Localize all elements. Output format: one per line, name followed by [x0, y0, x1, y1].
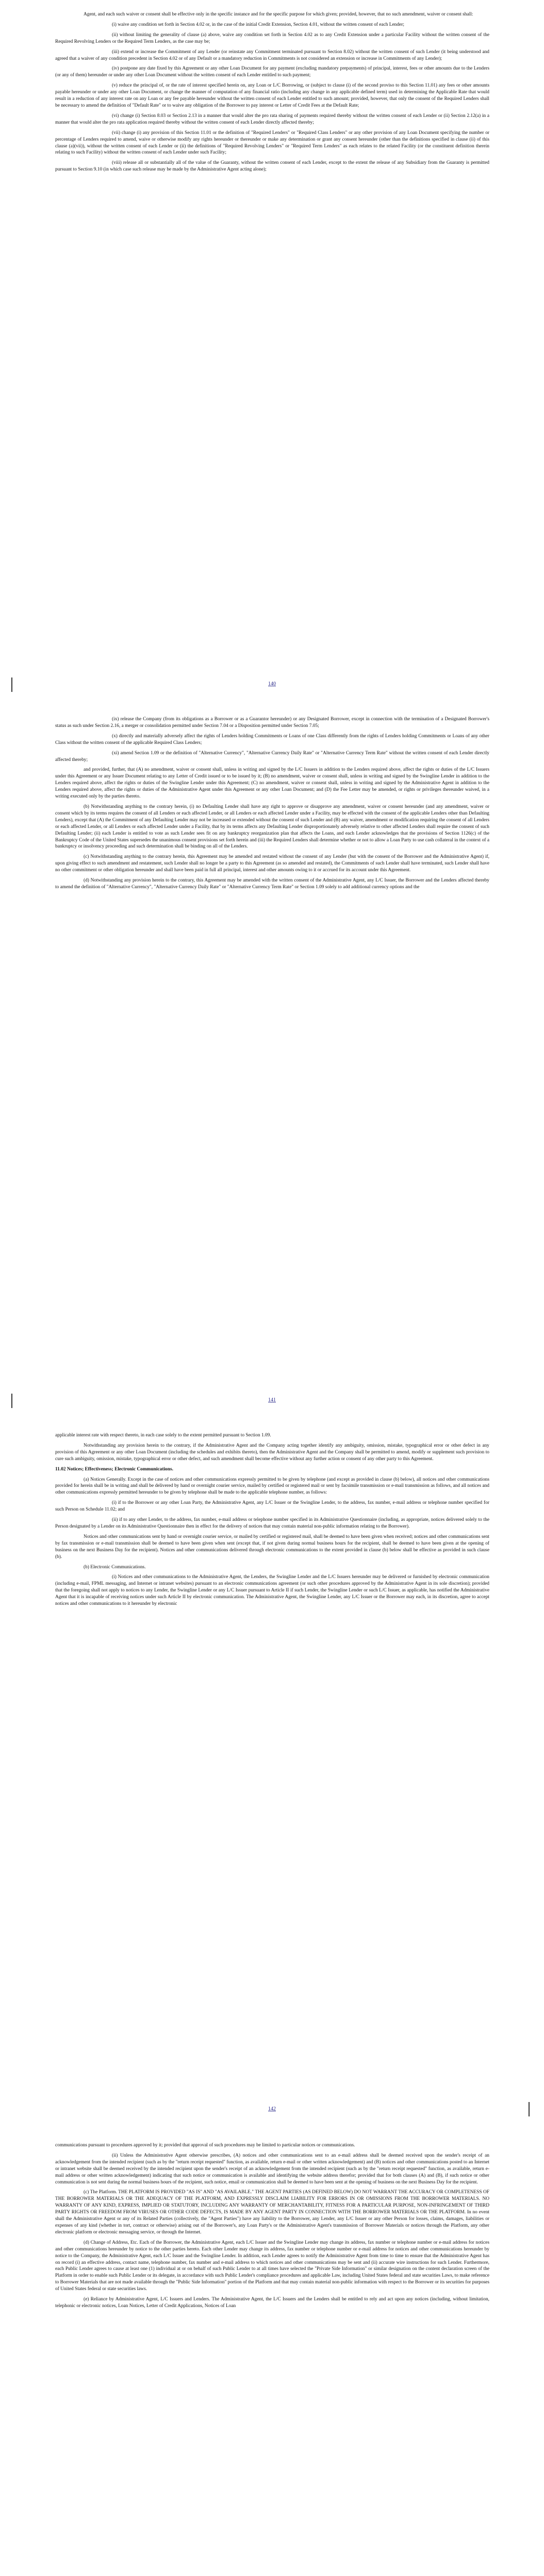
- paragraph: (d) Change of Address, Etc. Each of the Borrower, the Administrative Agent, each L/C Issuer and the Swingline Lender may change its address, fax number or telephone number or e-mail address for notices and other communications hereunder by notice to the other parties hereto. Each other Lender may change its address, fax number or telephone number or e-mail address for notices and other communications hereunder by notice to the Company, the Administrative Agent, each L/C Issuer and the Swingline Lender. In addition, each Lender agrees to notify the Administrative Agent from time to time to ensure that the Administrative Agent has on record (i) an effective address, contact name, telephone number, fax number and e-mail address to which notices and other communications may be sent and (ii) accurate wire instructions for such Lender. Furthermore, each Public Lender agrees to cause at least one (1) individual at or on behalf of such Public Lender to at all times have selected the "Private Side Information" or similar designation on the content declaration screen of the Platform in order to enable such Public Lender or its delegate, in accordance with such Public Lender's compliance procedures and applicable Law, including United States federal and state securities Laws, to make reference to Borrower Materials that are not made available through the "Public Side Information" portion of the Platform and that may contain material non-public information with respect to the Borrower or its securities for purposes of United States federal or state securities laws.: [55, 2240, 489, 2292]
- paragraph: (c) The Platform. THE PLATFORM IS PROVIDED "AS IS" AND "AS AVAILABLE." THE AGENT PARTIES (AS DEFINED BELOW) DO NOT WARRANT THE ACCURACY OR COMPLETENESS OF THE BORROWER MATERIALS OR THE ADEQUACY OF THE PLATFORM, AND EXPRESSLY DISCLAIM LIABILITY FOR ERRORS IN OR OMISSIONS FROM THE BORROWER MATERIALS. NO WARRANTY OF ANY KIND, EXPRESS, IMPLIED OR STATUTORY, INCLUDING ANY WARRANTY OF MERCHANTABILITY, FITNESS FOR A PARTICULAR PURPOSE, NON-INFRINGEMENT OF THIRD PARTY RIGHTS OR FREEDOM FROM VIRUSES OR OTHER CODE DEFECTS, IS MADE BY ANY AGENT PARTY IN CONNECTION WITH THE BORROWER MATERIALS OR THE PLATFORM. In no event shall the Administrative Agent or any of its Related Parties (collectively, the "Agent Parties") have any liability to the Borrower, any Lender, any L/C Issuer or any other Person for losses, claims, damages, liabilities or expenses of any kind (whether in tort, contract or otherwise) arising out of the Borrower's, any Loan Party's or the Administrative Agent's transmission of Borrower Materials or notices through the Platform, any other electronic platform or electronic messaging service, or through the Internet.: [55, 2190, 489, 2235]
- paragraph: (ii) if to any other Lender, to the address, fax number, e-mail address or telephone number specified in its Administrative Questionnaire (including, as appropriate, notices delivered solely to the Person designated by a Lender on its Administrative Questionnaire then in effect for the delivery of notices that may contain material non-public information relating to the Borrower).: [55, 1517, 489, 1529]
- paragraph: (e) Reliance by Administrative Agent, L/C Issuers and Lenders. The Administrative Agent, the L/C Issuers and the Lenders shall be entitled to rely and act upon any notices (including, without limitation, telephonic or electronic notices, Loan Notices, Letter of Credit Applications, Notices of Loan: [55, 2297, 489, 2309]
- paragraph: communications pursuant to procedures approved by it; provided that approval of such procedures may be limited to particular notices or communications.: [55, 2143, 355, 2148]
- paragraph: (vi) change (i) Section 8.03 or Section 2.13 in a manner that would alter the pro rata sharing of payments required thereby without the written consent of each Lender or (ii) Section 2.12(a) in a manner that would alter the pro rata application required thereby without the written consent of each Lender directly affected thereby;: [55, 113, 489, 125]
- paragraph: (b) Electronic Communications.: [84, 1564, 146, 1570]
- paragraph: (ix) release the Company (from its obligations as a Borrower or as a Guarantor hereunder) or any Designated Borrower, except in connection with the termination of a Designated Borrower's status as such under Section 2.16, a merger or consolidation permitted under Section 7.04 or a Disposition permitted under Section 7.05;: [55, 717, 489, 728]
- paragraph: applicable interest rate with respect thereto, in each case solely to the extent permitted pursuant to Section 1.09.: [55, 1433, 271, 1438]
- paragraph: and provided, further, that (A) no amendment, waiver or consent shall, unless in writing and signed by the L/C Issuers in addition to the Lenders required above, affect the rights or duties of the L/C Issuers under this Agreement or any Issuer Document relating to any Letter of Credit issued or to be issued by it; (B) no amendment, waiver or consent shall, unless in writing and signed by the Swingline Lender in addition to the Lenders required above, affect the rights or duties of the Swingline Lender under this Agreement; (C) no amendment, waiver or consent shall, unless in writing and signed by the Administrative Agent in addition to the Lenders required above, affect the rights or duties of the Administrative Agent under this Agreement or any other Loan Document; and (D) the Fee Letter may be amended, or rights or privileges thereunder waived, in a writing executed only by the parties thereto.: [55, 767, 489, 800]
- paragraph: (x) directly and materially adversely affect the rights of Lenders holding Commitments or Loans of one Class differently from the rights of Lenders holding Commitments or Loans of any other Class without the written consent of the applicable Required Class Lenders;: [55, 733, 489, 745]
- paragraph: (iv) postpone any date fixed by this Agreement or any other Loan Document for any payment (excluding mandatory prepayments) of principal, interest, fees or other amounts due to the Lenders (or any of them) hereunder or under any other Loan Document without the written consent of each Lender entitled to such payment;: [55, 66, 489, 78]
- page-141-body: [55, 716, 489, 894]
- paragraph: (b) Notwithstanding anything to the contrary herein, (i) no Defaulting Lender shall have any right to approve or disapprove any amendment, waiver or consent hereunder (and any amendment, waiver or consent which by its terms requires the consent of all Lenders or each affected Lender, or all Lenders or each affected Lender under a Facility, may be effected with the consent of the applicable Lenders other than Defaulting Lenders), except that (A) the Commitment of any Defaulting Lender may not be increased or extended without the consent of such Lender and (B) any waiver, amendment or modification requiring the consent of all Lenders or each affected Lender, or all Lenders or each affected Lender under a Facility, that by its terms affects any Defaulting Lender disproportionately adversely relative to other affected Lenders shall require the consent of such Defaulting Lender; (ii) each Lender is entitled to vote as such Lender sees fit on any bankruptcy reorganization plan that affects the Loans, and each Lender acknowledges that the provisions of Section 1126(c) of the Bankruptcy Code of the United States supersedes the unanimous consent provisions set forth herein and (iii) the Required Lenders shall determine whether or not to allow a Loan Party to use cash collateral in the context of a bankruptcy or insolvency proceeding and such determination shall be binding on all of the Lenders.: [55, 804, 489, 850]
- paragraph: (d) Notwithstanding any provision herein to the contrary, this Agreement may be amended with the written consent of the Administrative Agent, any L/C Issuer, the Borrower and the Lenders affected thereby to amend the definition of "Alternative Currency", "Alternative Currency Daily Rate" or "Alternative Currency Term Rate" or Section 1.09 solely to add additional currency options and the: [55, 878, 489, 890]
- page-142-body: [55, 1432, 489, 1611]
- paragraph: (c) Notwithstanding anything to the contrary herein, this Agreement may be amended and restated without the consent of any Lender (but with the consent of the Borrower and the Administrative Agent) if, upon giving effect to such amendment and restatement, such Lender shall no longer be a party to this Agreement (as so amended and restated), the Commitments of such Lender shall have terminated, such Lender shall have no other commitment or other obligation hereunder and shall have been paid in full all principal, interest and other amounts owing to it or accrued for its account under this Agreement.: [55, 854, 489, 873]
- page-number[interactable]: 140: [268, 681, 276, 687]
- paragraph: (v) reduce the principal of, or the rate of interest specified herein on, any Loan or L/C Borrowing, or (subject to clause (i) of the second proviso to this Section 11.01) any fees or other amounts payable hereunder or under any other Loan Document, or change the manner of computation of any financial ratio (including any change in any applicable defined term) used in determining the Applicable Rate that would result in a reduction of any interest rate on any Loan or any fee payable hereunder without the written consent of each Lender entitled to such amount; provided, however, that only the consent of the Required Lenders shall be necessary to amend the definition of "Default Rate" or to waive any obligation of the Borrower to pay interest or Letter of Credit Fees at the Default Rate;: [55, 83, 489, 108]
- paragraph: (a) Notices Generally. Except in the case of notices and other communications expressly permitted to be given by telephone (and except as provided in clause (b) below), all notices and other communications provided for herein shall be in writing and shall be delivered by hand or overnight courier service, mailed by certified or registered mail or sent by facsimile transmission or e-mail transmission as follows, and all notices and other communications expressly permitted hereunder to be given by telephone shall be made to the applicable telephone number, as follows:: [55, 1477, 489, 1496]
- paragraph: (i) if to the Borrower or any other Loan Party, the Administrative Agent, any L/C Issuer or the Swingline Lender, to the address, fax number, e-mail address or telephone number specified for such Person on Schedule 11.02; and: [55, 1500, 489, 1513]
- section-heading: 11.02 Notices; Effectiveness; Electronic Communications.: [55, 1466, 173, 1472]
- paragraph: Agent, and each such waiver or consent shall be effective only in the specific instance and for the specific purpose for which given; provided, however, that no such amendment, waiver or consent shall:: [84, 12, 473, 17]
- paragraph: (iii) extend or increase the Commitment of any Lender (or reinstate any Commitment terminated pursuant to Section 8.02) without the written consent of such Lender (it being understood and agreed that a waiver of any condition precedent in Section 4.02 or of any Default or a mandatory reduction in Commitments is not considered an extension or increase in Commitments of any Lender);: [55, 49, 489, 61]
- paragraph: Notwithstanding any provision herein to the contrary, if the Administrative Agent and the Company acting together identify any ambiguity, omission, mistake, typographical error or other defect in any provision of this Agreement or any other Loan Document (including the schedules and exhibits thereto), then the Administrative Agent and the Company shall be permitted to amend, modify or supplement such provision to cure such ambiguity, omission, mistake, typographical error or other defect, and such amendment shall become effective without any further action or consent of any other party to this Agreement.: [55, 1443, 489, 1462]
- page-143-body: [55, 2142, 489, 2313]
- page-number[interactable]: 142: [268, 2106, 276, 2112]
- page-number[interactable]: 141: [268, 1397, 276, 1403]
- paragraph: (ii) Unless the Administrative Agent otherwise prescribes, (A) notices and other communications sent to an e-mail address shall be deemed received upon the sender's receipt of an acknowledgement from the intended recipient (such as by the "return receipt requested" function, as available, return e-mail or other written acknowledgement) and (B) notices and other communications posted to an Internet or intranet website shall be deemed received by the intended recipient upon the sender's receipt of an acknowledgement from the intended recipient (such as by the "return receipt requested" function, as available, return e-mail address or other written acknowledgement) indicating that such notice or communication is available and identifying the website address therefor; provided that for both clauses (A) and (B), if such notice or other communication is not sent during the normal business hours of the recipient, such notice, email or communication shall be deemed to have been sent at the opening of business on the next Business Day for the recipient.: [55, 2153, 489, 2185]
- paragraph: (i) waive any condition set forth in Section 4.02 or, in the case of the initial Credit Extension, Section 4.01, without the written consent of each Lender;: [112, 22, 404, 27]
- paragraph: (viii) release all or substantially all of the value of the Guaranty, without the written consent of each Lender, except to the extent the release of any Subsidiary from the Guaranty is permitted pursuant to Section 9.10 (in which case such release may be made by the Administrative Agent acting alone);: [55, 160, 489, 173]
- paragraph: Notices and other communications sent by hand or overnight courier service, or mailed by certified or registered mail, shall be deemed to have been given when received; notices and other communications sent by fax transmission or e-mail transmission shall be deemed to have been given when sent (except that, if not given during normal business hours for the recipient, shall be deemed to have been given at the opening of business on the next Business Day for the recipient). Notices and other communications delivered through electronic communications to the extent provided in clause (b) below shall be effective as provided in such clause (b).: [55, 1534, 489, 1560]
- paragraph: (ii) without limiting the generality of clause (a) above, waive any condition set forth in Section 4.02 as to any Credit Extension under a particular Facility without the written consent of the Required Revolving Lenders or the Required Term Lenders, as the case may be;: [55, 32, 489, 44]
- page-140-body: [55, 11, 489, 177]
- paragraph: (i) Notices and other communications to the Administrative Agent, the Lenders, the Swingline Lender and the L/C Issuers hereunder may be delivered or furnished by electronic communication (including e-mail, FPML messaging, and Internet or intranet websites) pursuant to an electronic communications agreement (or such other procedures approved by the Administrative Agent in its sole discretion); provided that the foregoing shall not apply to notices to any Lender, the Swingline Lender or any L/C Issuer pursuant to Article II if such Lender, the Swingline Lender or such L/C Issuer, as applicable, has notified the Administrative Agent that it is incapable of receiving notices under such Article II by electronic communication. The Administrative Agent, the Swingline Lender, any L/C Issuer or the Borrower may each, in its discretion, agree to accept notices and other communications to it hereunder by electronic: [55, 1574, 489, 1607]
- paragraph: (xi) amend Section 1.09 or the definition of "Alternative Currency", "Alternative Currency Daily Rate" or "Alternative Currency Term Rate" without the written consent of each Lender directly affected thereby;: [55, 750, 489, 762]
- paragraph: (vii) change (i) any provision of this Section 11.01 or the definition of "Required Lenders" or "Required Class Lenders" or any other provision of any Loan Document specifying the number or percentage of Lenders required to amend, waive or otherwise modify any rights hereunder or thereunder or make any determination or grant any consent hereunder (other than the definitions specified in clause (ii) of this clause (a)(vii)), without the written consent of each Lender or (ii) the definitions of "Required Revolving Lenders" or "Required Term Lenders" as each relates to the related Facility (or the constituent definition therein relating to such Facility) without the written consent of each Lender under such Facility;: [55, 130, 489, 156]
